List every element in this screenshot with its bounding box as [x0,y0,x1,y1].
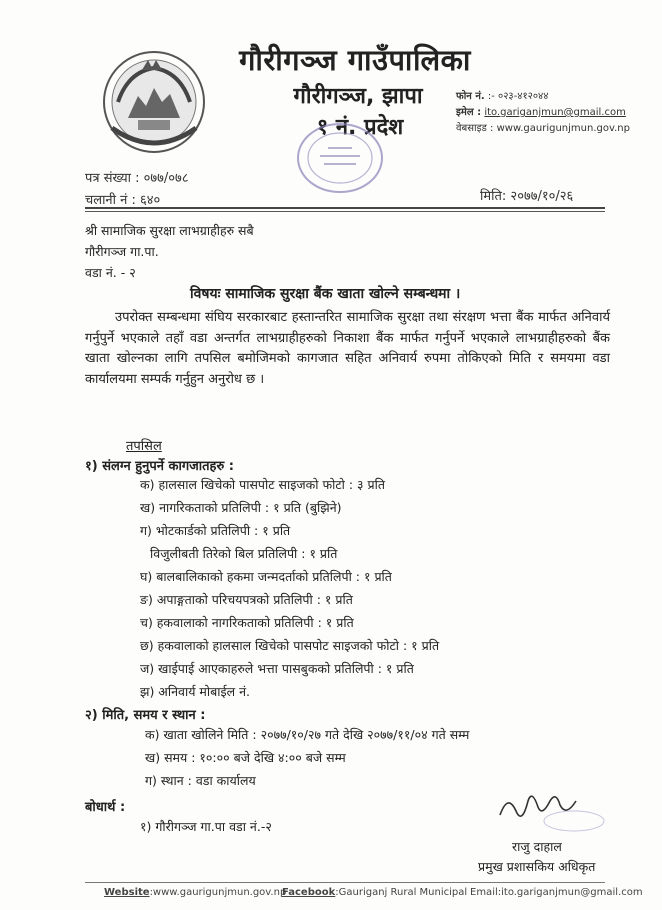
recipient-line-3: वडा नं. - २ [85,265,136,280]
office-location: गौरीगञ्ज, झापा [293,84,423,109]
list-item: क) खाता खोलिने मिति : २०७७/१०/२७ गते देखि २०७७/११/०४ गते सम्म [145,727,470,742]
office-title: गौरीगञ्ज गाउँपालिका [239,43,471,77]
phone-value: :- ०२३-४१२०४४ [487,91,549,102]
list-item: च) हकवालाको नागरिकताको प्रतिलिपी : १ प्रति [140,615,354,630]
footer-divider [85,882,605,883]
documents-heading: १) संलग्न हुनुपर्ने कागजातहरु : [85,459,234,474]
contact-phone [456,88,548,102]
recipient-line-1: श्री सामाजिक सुरक्षा लाभग्राहीहरु सबै [85,223,254,238]
list-item: ज) खाईपाई आएकाहरुले भत्ता पासबुकको प्रतिलिपी : १ प्रति [140,661,414,676]
phone-label: फोन नं. [456,91,485,102]
footer-website [104,887,286,898]
contact-website [456,120,630,134]
letter-body-text: उपरोक्त सम्बन्धमा संघिय सरकारबाट हस्तान्तरित सामाजिक सुरक्षा तथा संरक्षण भत्ता बैंक मार्फत अनिवार्य गर्नुपुर्ने भएकाले तहाँ वडा अन्तर्गत लाभग्राहीहरुको निकाशा बैंक मार्फत गर्नुपर्ने भएकाले लाभग्राहीहरुको बैंक खाता खोल्नका लागि तपसिल बमोजिमको कागजात सहित अनिवार्य रुपमा तोकिएको मिति र समयमा वडा कार्यालयमा सम्पर्क गर्नुहुन अनुरोध छ । [85,310,610,387]
footer-facebook-label: Facebook [282,887,336,898]
cc-heading: बोधार्थ : [85,800,126,815]
schedule-heading: २) मिति, समय र स्थान : [85,708,206,723]
letter-date: मिति: २०७७/१०/२६ [480,189,574,204]
list-item: ख) नागरिकताको प्रतिलिपी : १ प्रति (बुझिने) [140,500,342,515]
footer-website-value: :www.gaurigunjmun.gov.np [149,887,287,898]
email-label: इमेल : [456,107,482,118]
details-heading: तपसिल [126,439,162,454]
government-emblem-icon [98,48,210,156]
recipient-line-2: गौरीगञ्ज गा.पा. [85,244,159,259]
list-item: ग) स्थान : वडा कार्यालय [145,773,256,788]
list-item: झ) अनिवार्य मोबाईल नं. [140,684,251,699]
email-value: ito.gariganjmun@gmail.com [484,107,626,118]
letter-subject: विषयः सामाजिक सुरक्षा बैंक खाता खोल्ने सम्बन्धमा । [190,286,461,302]
signatory-title: प्रमुख प्रशासकिय अधिकृत [478,859,596,874]
website-label: वेबसाइड : [456,123,494,134]
office-province: १ नं. प्रदेश [316,115,404,140]
contact-email [456,104,626,118]
header-divider [85,207,605,209]
dispatch-number: चलानी नं : ६४० [85,193,161,208]
list-item: घ) बालबालिकाको हकमा जन्मदर्ताको प्रतिलिपी : १ प्रति [140,569,392,584]
office-stamp-icon [290,118,390,198]
footer-website-label: Website [104,887,150,898]
list-item: ग) भोटकार्डको प्रतिलिपी : १ प्रति [140,523,291,538]
list-item: विजुलीबती तिरेको बिल प्रतिलिपी : १ प्रति [150,546,338,561]
footer-facebook [282,887,467,898]
header-divider-thin [85,211,605,212]
signature-icon [490,785,610,835]
footer-email: Email:ito.gariganjmun@gmail.com [470,887,643,898]
list-item: १) गौरीगञ्ज गा.पा वडा नं.-२ [140,819,272,834]
list-item: ङ) अपाङ्गताको परिचयपत्रको प्रतिलिपी : १ प्रति [140,592,353,607]
signatory-name: राजु दाहाल [512,839,562,854]
letter-body [85,308,610,390]
website-value: www.gaurigunjmun.gov.np [496,123,630,134]
footer-facebook-value: :Gauriganj Rural Municipal [335,887,468,898]
list-item: छ) हकवालाको हालसाल खिचेको पासपोट साइजको फोटो : १ प्रति [140,638,440,653]
list-item: ख) समय : १०:०० बजे देखि ४:०० बजे सम्म [145,750,346,765]
list-item: क) हालसाल खिचेको पासपोट साइजको फोटो : ३ प्रति [140,477,385,492]
letter-number: पत्र संख्या : ०७७/०७८ [85,171,189,186]
